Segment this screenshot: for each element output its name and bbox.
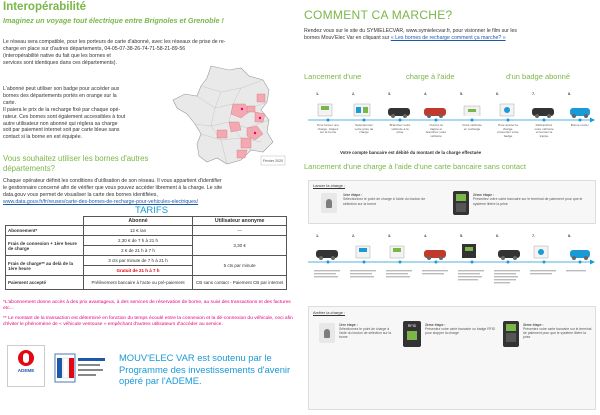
right-column — [304, 0, 598, 415]
operator-paragraph: Chaque opérateur définit les conditions d'utilisation de son réseau. Il vous appartient d'identifier le gestionnaire concerné afin de vérifier que vous pouvez accéder librement à la charge. Le site data.gouv vous permet de visualiser la carte des bornes identifiées, www.data.gouv.fr/fr/reuses/carte-des-bornes-de-recharge-pour-vehicules-electriques/ — [3, 178, 301, 206]
table-row: 2 € de 21 h à 7 h — [6, 246, 287, 256]
step-caption: Bonne route ! — [570, 123, 590, 127]
interop-title: Interopérabilité — [3, 1, 87, 13]
hand-press-icon — [321, 193, 337, 213]
step-caption: Sélectionnez votre prise de charge — [354, 123, 374, 135]
bank-debit-note: Votre compte bancaire est débité du montant de la charge effectuée — [340, 150, 482, 155]
card-stop-panel: Arrêter la charge : 1ère étape : Sélectionnez le point de charge à l'aide du bouton de sélection sur la borne RFID 2ème étape : Présentez votre carte bancaire ou badge RFID pour stopper la charge 3ème étape : Présentez votre carte bancaire sur le terminal de paiement pour que le système libère la prise — [308, 306, 596, 410]
col-header-abonne: Abonné — [83, 217, 193, 226]
table-row: Paiement accepté Prélèvement bancaire à l'acte ou pré-paiement CB sans contact - Paiement CB par internet — [6, 276, 287, 290]
step-number: 5. — [460, 234, 464, 238]
step-number: 1. — [316, 92, 320, 96]
hand-press-icon — [319, 323, 335, 343]
tarifs-title: TARIFS — [135, 205, 169, 216]
left-column — [3, 0, 301, 415]
map-caption: Février 2020 — [262, 159, 284, 163]
step-number: 8. — [568, 92, 572, 96]
card-section-title: Lancement d'une charge à l'aide d'une carte bancaire sans contact — [304, 162, 526, 171]
step-caption: Débranchez votre véhicule et fermez la trappe — [534, 123, 554, 138]
step-number: 6. — [496, 234, 500, 238]
step-number: 3. — [388, 234, 392, 238]
payment-terminal-icon — [453, 191, 469, 215]
step-number: 2. — [352, 234, 356, 238]
badge-section-title-c: d'un badge abonné — [506, 72, 570, 81]
ademe-logo: ADEME — [7, 345, 45, 387]
step-number: 4. — [424, 234, 428, 238]
badge-steps-strip — [304, 90, 598, 148]
interop-subtitle: Imaginez un voyage tout électrique entre Brignoles et Grenoble ! — [3, 16, 224, 25]
table-row: Gratuit de 21 h à 7 h — [6, 266, 287, 276]
col-header-anonyme: Utilisateur anonyme — [193, 217, 287, 226]
step-number: 8. — [568, 234, 572, 238]
data-gouv-link[interactable]: www.data.gouv.fr/fr/reuses/carte-des-bornes-de-recharge-pour-vehicules-electriques/ — [3, 198, 199, 205]
step-number: 3. — [388, 92, 392, 96]
film-link[interactable]: « Les bornes de recharge comment ça marche? » — [390, 34, 506, 41]
step-number: 4. — [424, 92, 428, 96]
note-transaction: ** Le montant de la transaction est déterminé en fonction du temps écoulé entre la connexion et la dé-connexion du véhicule, ceci afin d'éviter le phénomène de « véhicule ventouse » empêchant d'autres utilisateurs d'accéder au service. — [3, 316, 293, 328]
tarifs-table — [5, 216, 287, 290]
step-caption: Pour lancer une charge, cliquez sur la borne — [317, 123, 339, 135]
step-number: 5. — [460, 92, 464, 96]
france-map — [171, 64, 287, 168]
how-it-works-intro: Rendez vous sur le site du SYMIELECVAR, www.symielecvar.fr, pour visionner le film sur les bornes Mouv'Elec Var en cliquant sur « Les bornes de recharge comment ça marche? » — [304, 28, 517, 41]
step-number: 6. — [496, 92, 500, 96]
table-row: Frais de charge** au delà de la 1ère heure 3 cts par minute de 7 h à 21 h 5 cts par minute — [6, 256, 287, 266]
step-number: 7. — [532, 92, 536, 96]
payment-terminal-icon — [503, 321, 519, 347]
badge-section-title-a: Lancement d'une — [304, 72, 362, 81]
step-caption: Branchez votre véhicule à la prise — [389, 123, 411, 135]
card-steps-strip — [304, 230, 598, 300]
step-number: 1. — [316, 234, 320, 238]
step-number: 7. — [532, 234, 536, 238]
table-row: Frais de connexion + 1ère heure de charge 2,30 € de 7 h à 21 h 3,30 € — [6, 236, 287, 246]
step-number: 2. — [352, 92, 356, 96]
intro-paragraph: Le réseau sera compatible, pour les porteurs de carte d'abonné, avec les réseaux de prise de re- charge en place sur d'autres départements, 04-05-07-38-26-74-71-58-21-89-56 (interopérabilité native du fait que les bornes et services sont identiques dans ces départements). — [3, 39, 226, 66]
rfid-reader-icon: RFID — [403, 321, 421, 347]
card-start-panel: Lancer la charge : 1ère étape : Sélectionnez le point de charge à l'aide du bouton de sélection sur la borne 2ème étape : Présentez votre carte bancaire sur le terminal de paiement pour que le système libère la prise — [308, 180, 596, 224]
footer-funding-text: MOUV'ELEC VAR est soutenu par le Programme des investissements d'avenir opéré par l'ADEME. — [119, 352, 291, 386]
other-departments-question: Vous souhaitez utiliser les bornes d'autres départements? — [3, 154, 149, 173]
step-caption: Ouvrez la trappe et branchez votre véhicule — [425, 123, 447, 138]
how-it-works-title: COMMENT CA MARCHE? — [304, 8, 453, 22]
note-subscription: *L'abonnement donne accès à des prix avantageux, à des services de réservation de borne, au suivi des transactions et des factures etc… — [3, 300, 291, 312]
table-row: Abonnement* 12 € /an — — [6, 226, 287, 236]
investissements-avenir-logo — [51, 350, 109, 386]
badge-section-title-b: charge à l'aide — [406, 72, 455, 81]
badge-paragraph: L'abonné peut utiliser son badge pour accéder aux bornes des départements portés en orange sur la carte. Il paiera le prix de la recharge fixé par chaque opé- rateur. Ces bornes sont également accessibles à tout autre utilisateur non abonné qui réglera sa charge soit par paiement internet soit par carte bleue sans contact si la borne en est équipée. — [3, 86, 126, 141]
step-caption: Pour arrêter la charge, présentez votre badge — [497, 123, 519, 138]
step-caption: Votre véhicule en recharge — [462, 123, 482, 131]
